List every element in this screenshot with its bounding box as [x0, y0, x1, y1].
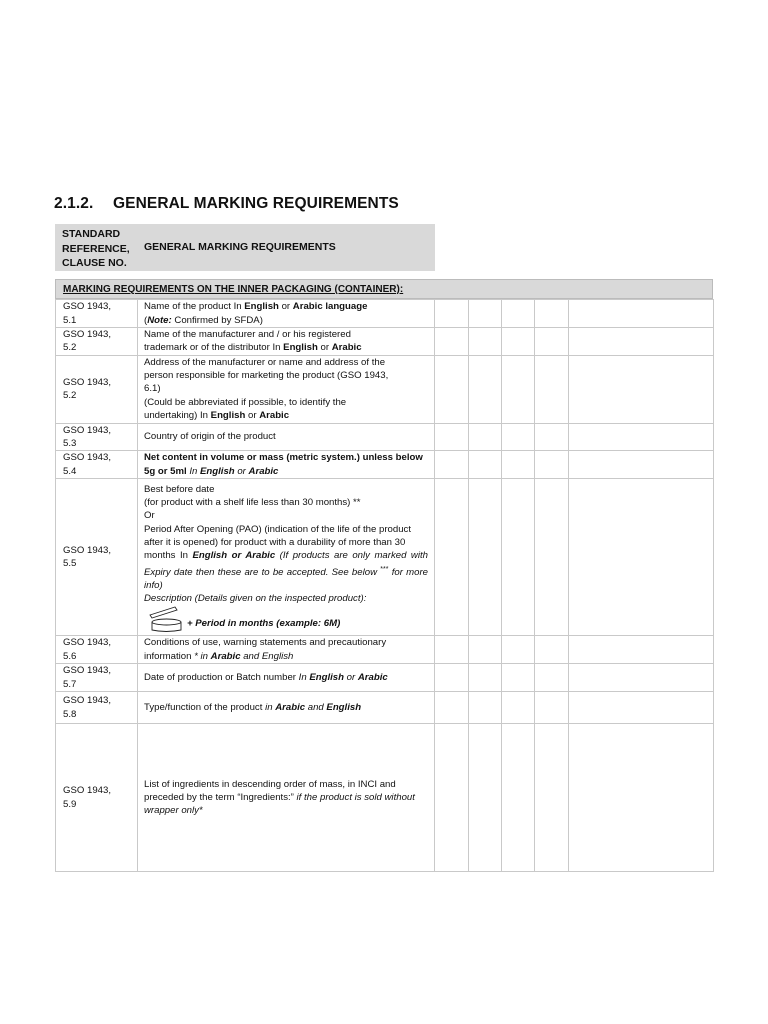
table-row [56, 724, 714, 872]
header-requirements-column: GENERAL MARKING REQUIREMENTS [144, 241, 336, 253]
table-row [56, 479, 714, 636]
pao-text: + Period in months (example: 6M) [187, 617, 341, 629]
table-row [56, 328, 714, 356]
requirement-text: Conditions of use, warning statements and precautionary information * in Arabic and English [138, 636, 435, 664]
check-cell[interactable] [469, 664, 502, 692]
remarks-cell[interactable] [569, 355, 714, 423]
requirement-text: Best before date (for product with a shelf life less than 30 months) ** Or Period After Opening (PAO) (indication of the life of the product after it is opened) for product with a durability of more than 30 months In English or Arabic (If products are only marked with Expiry date then these are to be accepted. See below *** for more info) Description (Details given on the inspected product): + Period in months (example: 6M) [138, 479, 435, 636]
check-cell[interactable] [469, 328, 502, 356]
check-cell[interactable] [535, 328, 569, 356]
check-cell[interactable] [469, 355, 502, 423]
open-jar-icon [148, 606, 192, 632]
table-row [56, 300, 714, 328]
table-row [56, 423, 714, 451]
check-cell[interactable] [435, 724, 469, 872]
check-cell[interactable] [469, 479, 502, 636]
remarks-cell[interactable] [569, 451, 714, 479]
check-cell[interactable] [535, 355, 569, 423]
section-band-title: MARKING REQUIREMENTS ON THE INNER PACKAGING (CONTAINER): [63, 284, 404, 295]
check-cell[interactable] [469, 636, 502, 664]
requirements-table [55, 299, 714, 872]
check-cell[interactable] [535, 724, 569, 872]
table-row [56, 355, 714, 423]
remarks-cell[interactable] [569, 724, 714, 872]
section-number: 2.1.2. [54, 195, 94, 212]
check-cell[interactable] [535, 664, 569, 692]
section-band [55, 279, 713, 299]
clause-reference: GSO 1943, 5.1 [56, 300, 138, 328]
remarks-cell[interactable] [569, 300, 714, 328]
check-cell[interactable] [502, 636, 535, 664]
requirement-text: Name of the manufacturer and / or his registered trademark or of the distributor In English or Arabic [138, 328, 435, 356]
check-cell[interactable] [502, 664, 535, 692]
remarks-cell[interactable] [569, 423, 714, 451]
check-cell[interactable] [502, 423, 535, 451]
check-cell[interactable] [435, 479, 469, 636]
table-row [56, 636, 714, 664]
check-cell[interactable] [502, 451, 535, 479]
check-cell[interactable] [502, 300, 535, 328]
check-cell[interactable] [469, 423, 502, 451]
check-cell[interactable] [535, 423, 569, 451]
remarks-cell[interactable] [569, 328, 714, 356]
remarks-cell[interactable] [569, 664, 714, 692]
check-cell[interactable] [502, 328, 535, 356]
check-cell[interactable] [535, 479, 569, 636]
remarks-cell[interactable] [569, 636, 714, 664]
table-row [56, 692, 714, 724]
check-cell[interactable] [469, 724, 502, 872]
remarks-cell[interactable] [569, 479, 714, 636]
check-cell[interactable] [435, 636, 469, 664]
requirement-text: Address of the manufacturer or name and address of the person responsible for marketing the product (GSO 1943, 6.1) (Could be abbreviated if possible, to identify the undertaking) In English or Arabic [138, 355, 435, 423]
requirement-text: Date of production or Batch number In English or Arabic [138, 664, 435, 692]
requirement-text: Net content in volume or mass (metric system.) unless below 5g or 5ml In English or Arabic [138, 451, 435, 479]
clause-reference: GSO 1943, 5.2 [56, 355, 138, 423]
section-heading [54, 195, 399, 213]
check-cell[interactable] [435, 423, 469, 451]
check-cell[interactable] [435, 355, 469, 423]
table-row [56, 664, 714, 692]
check-cell[interactable] [435, 664, 469, 692]
check-cell[interactable] [435, 451, 469, 479]
clause-reference: GSO 1943, 5.9 [56, 724, 138, 872]
table-row [56, 451, 714, 479]
table-header [55, 224, 435, 271]
remarks-cell[interactable] [569, 692, 714, 724]
check-cell[interactable] [535, 636, 569, 664]
pao-symbol [144, 606, 428, 632]
check-cell[interactable] [502, 355, 535, 423]
header-reference-column: STANDARD REFERENCE, CLAUSE NO. [62, 228, 130, 269]
check-cell[interactable] [469, 451, 502, 479]
clause-reference: GSO 1943, 5.5 [56, 479, 138, 636]
section-title: GENERAL MARKING REQUIREMENTS [113, 195, 399, 212]
check-cell[interactable] [435, 328, 469, 356]
check-cell[interactable] [535, 451, 569, 479]
clause-reference: GSO 1943, 5.2 [56, 328, 138, 356]
check-cell[interactable] [502, 479, 535, 636]
check-cell[interactable] [535, 300, 569, 328]
check-cell[interactable] [435, 692, 469, 724]
clause-reference: GSO 1943, 5.8 [56, 692, 138, 724]
requirement-text: Country of origin of the product [138, 423, 435, 451]
requirement-text: Name of the product In English or Arabic language (Note: Confirmed by SFDA) [138, 300, 435, 328]
check-cell[interactable] [535, 692, 569, 724]
check-cell[interactable] [435, 300, 469, 328]
clause-reference: GSO 1943, 5.3 [56, 423, 138, 451]
check-cell[interactable] [469, 692, 502, 724]
clause-reference: GSO 1943, 5.4 [56, 451, 138, 479]
clause-reference: GSO 1943, 5.6 [56, 636, 138, 664]
requirement-text: Type/function of the product in Arabic and English [138, 692, 435, 724]
check-cell[interactable] [502, 724, 535, 872]
clause-reference: GSO 1943, 5.7 [56, 664, 138, 692]
requirement-text: List of ingredients in descending order of mass, in INCI and preceded by the term “Ingredients:” if the product is sold without wrapper only* [138, 724, 435, 872]
check-cell[interactable] [502, 692, 535, 724]
check-cell[interactable] [469, 300, 502, 328]
